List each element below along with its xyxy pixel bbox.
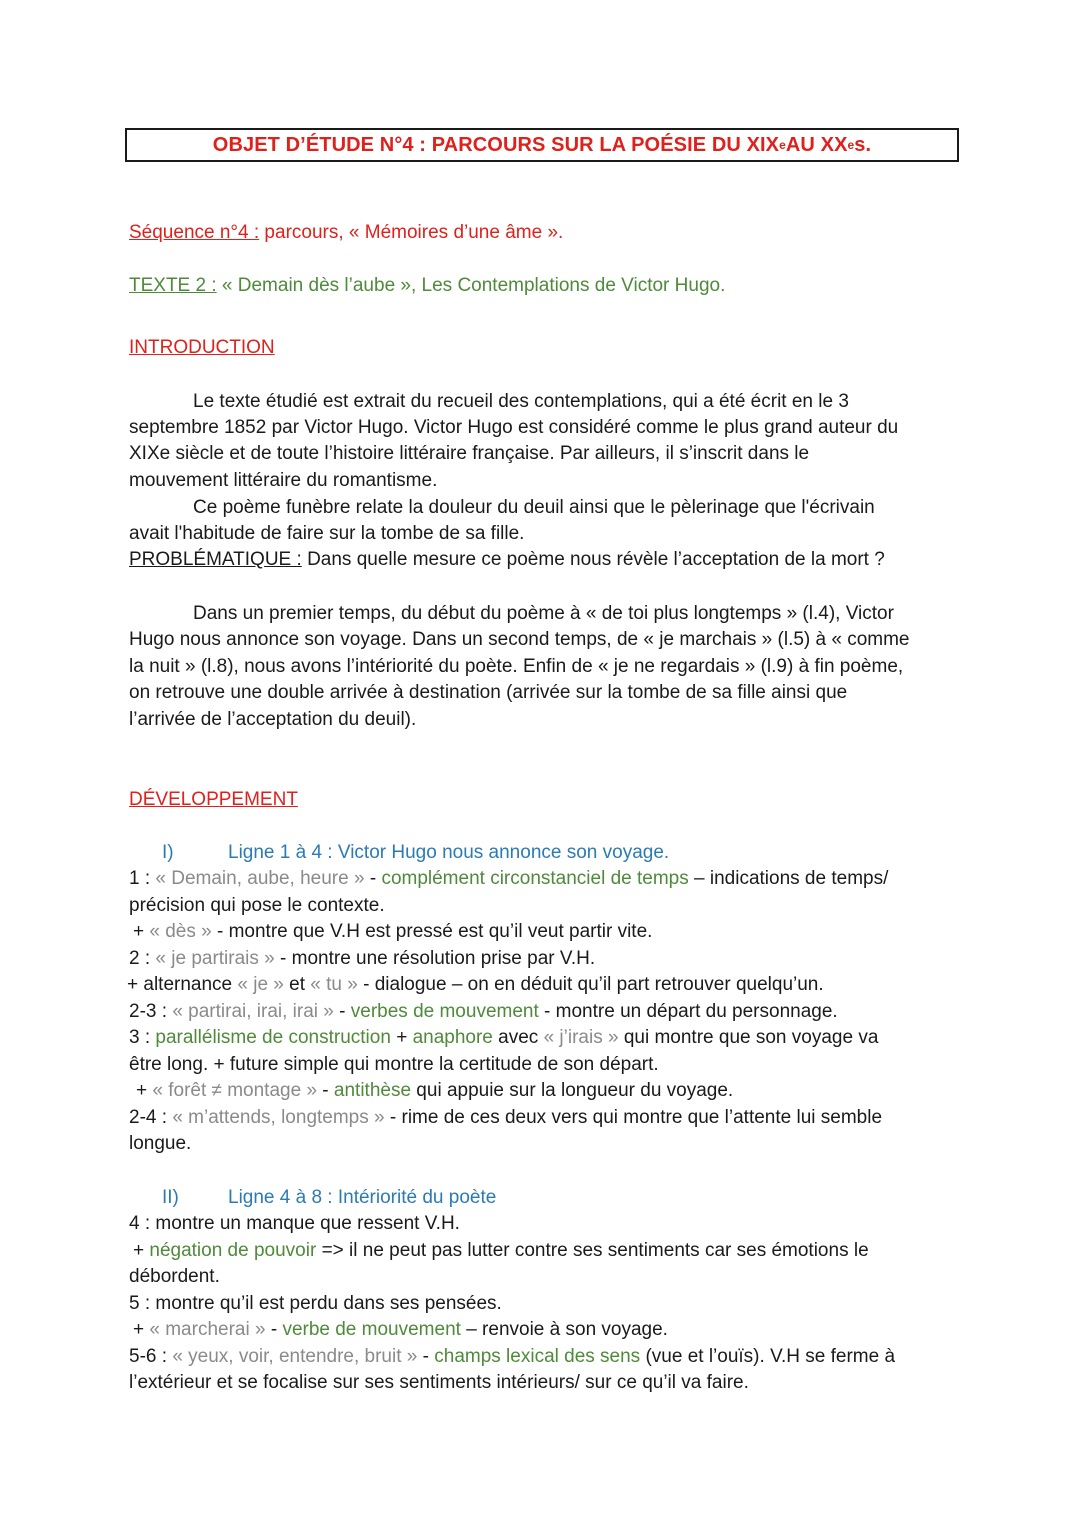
- sep: avec: [492, 1027, 544, 1048]
- figure: champs lexical des sens: [434, 1346, 641, 1367]
- line-num: 2-4 :: [129, 1107, 173, 1128]
- intro-line: septembre 1852 par Victor Hugo. Victor Hugo est considéré comme le plus grand auteur du: [129, 417, 899, 438]
- part1-line: [129, 866, 888, 892]
- part2-line: [129, 1344, 895, 1370]
- part1-line: précision qui pose le contexte.: [129, 895, 385, 916]
- part2-line: débordent.: [129, 1266, 220, 1287]
- problematique-label: PROBLÉMATIQUE :: [129, 549, 302, 570]
- part2-line: l’extérieur et se focalise sur ses sentiments intérieurs/ sur ce qu’il va faire.: [129, 1372, 749, 1393]
- part1-line: [129, 1105, 882, 1131]
- quote: « marcherai »: [149, 1319, 266, 1340]
- title-prefix: OBJET D’ÉTUDE N°4 : PARCOURS SUR LA POÉSIE DU XIX: [212, 133, 780, 156]
- quote: « partirai, irai, irai »: [172, 1001, 334, 1022]
- intro-line: Ce poème funèbre relate la douleur du deuil ainsi que le pèlerinage que l'écrivain: [193, 497, 875, 518]
- quote: « tu »: [310, 974, 358, 995]
- line-num: 2-3 :: [129, 1001, 173, 1022]
- part1-line: [133, 919, 652, 945]
- plus: +: [133, 1240, 150, 1261]
- intro-line: XIXe siècle et de toute l’histoire littéraire française. Par ailleurs, il s’inscrit dans le: [129, 443, 810, 464]
- plan-line: Dans un premier temps, du début du poème à « de toi plus longtemps » (l.4), Victor: [193, 603, 894, 624]
- comment: - montre un départ du personnage.: [538, 1001, 838, 1022]
- sep: +: [390, 1027, 413, 1048]
- plus: +: [133, 1319, 150, 1340]
- part1-title: Ligne 1 à 4 : Victor Hugo nous annonce son voyage.: [228, 842, 670, 863]
- title-mid: AU XX: [785, 133, 848, 156]
- sequence-label: Séquence n°4 :: [129, 222, 260, 243]
- plan-line: on retrouve une double arrivée à destination (arrivée sur la tombe de sa fille ainsi que: [129, 682, 848, 703]
- part1-numeral: I): [162, 842, 174, 863]
- comment: - montre une résolution prise par V.H.: [274, 948, 596, 969]
- comment: qui appuie sur la longueur du voyage.: [411, 1080, 734, 1101]
- figure: verbes de mouvement: [350, 1001, 539, 1022]
- part2-line: 4 : montre un manque que ressent V.H.: [129, 1213, 460, 1234]
- sep: -: [417, 1346, 435, 1367]
- plan-line: Hugo nous annonce son voyage. Dans un second temps, de « je marchais » (l.5) à « comme: [129, 629, 910, 650]
- part2-line: [133, 1238, 869, 1264]
- part1-line: [129, 946, 595, 972]
- part1-line: [129, 999, 838, 1025]
- quote: « forêt ≠ montage »: [152, 1080, 318, 1101]
- texte-line: [129, 273, 725, 299]
- quote: « j’irais »: [543, 1027, 619, 1048]
- part1-line: longue.: [129, 1133, 192, 1154]
- problematique-line: [129, 547, 885, 573]
- sep: et: [283, 974, 311, 995]
- comment: - rime de ces deux vers qui montre que l’attente lui semble: [384, 1107, 883, 1128]
- comment: (vue et l’ouïs). V.H se ferme à: [640, 1346, 896, 1367]
- figure: verbe de mouvement: [282, 1319, 461, 1340]
- plus: +: [136, 1080, 153, 1101]
- comment: - dialogue – on en déduit qu’il part retrouver quelqu’un.: [357, 974, 824, 995]
- title-sup-2: e: [847, 138, 855, 152]
- intro-heading: INTRODUCTION: [129, 337, 275, 358]
- part1-line: [129, 1025, 878, 1051]
- intro-line: Le texte étudié est extrait du recueil des contemplations, qui a été écrit en le 3: [193, 391, 849, 412]
- part2-numeral: II): [162, 1187, 179, 1208]
- intro-line: avait l'habitude de faire sur la tombe de sa fille.: [129, 523, 525, 544]
- plus: + alternance: [127, 974, 238, 995]
- quote: « je partirais »: [155, 948, 275, 969]
- comment: => il ne peut pas lutter contre ses sentiments car ses émotions le: [316, 1240, 869, 1261]
- sequence-text: parcours, « Mémoires d’une âme ».: [259, 222, 564, 243]
- figure: antithèse: [333, 1080, 412, 1101]
- figure: négation de pouvoir: [149, 1240, 317, 1261]
- comment: – indications de temps/: [688, 868, 889, 889]
- comment: – renvoie à son voyage.: [460, 1319, 668, 1340]
- quote: « yeux, voir, entendre, bruit »: [172, 1346, 418, 1367]
- quote: « m’attends, longtemps »: [172, 1107, 385, 1128]
- title-suffix: s.: [854, 133, 872, 156]
- figure: parallélisme de construction: [155, 1027, 391, 1048]
- dev-heading: DÉVELOPPEMENT: [129, 789, 298, 810]
- sep: -: [333, 1001, 351, 1022]
- part2-title: Ligne 4 à 8 : Intériorité du poète: [228, 1187, 497, 1208]
- part2-line: 5 : montre qu’il est perdu dans ses pensées.: [129, 1293, 502, 1314]
- quote: « Demain, aube, heure »: [155, 868, 365, 889]
- plus: +: [133, 921, 150, 942]
- line-num: 1 :: [129, 868, 156, 889]
- part1-line: être long. + future simple qui montre la certitude de son départ.: [129, 1054, 659, 1075]
- comment: qui montre que son voyage va: [618, 1027, 879, 1048]
- line-num: 3 :: [129, 1027, 156, 1048]
- sep: -: [364, 868, 382, 889]
- texte-label: TEXTE 2 :: [129, 275, 217, 296]
- quote: « dès »: [149, 921, 212, 942]
- part1-line: [127, 972, 824, 998]
- title-sup-1: e: [779, 138, 786, 152]
- part2-line: [133, 1317, 668, 1343]
- plan-line: la nuit » (l.8), nous avons l’intériorité du poète. Enfin de « je ne regardais » (l.9) à fin poème,: [129, 656, 904, 677]
- sep: -: [317, 1080, 334, 1101]
- part1-line: [136, 1078, 733, 1104]
- plan-line: l’arrivée de l’acceptation du deuil).: [129, 709, 417, 730]
- texte-text: « Demain dès l’aube », Les Contemplations de Victor Hugo.: [216, 275, 726, 296]
- sequence-line: [129, 220, 563, 246]
- quote: « je »: [237, 974, 284, 995]
- document-title: [125, 128, 959, 162]
- sep: -: [265, 1319, 283, 1340]
- figure: complément circonstanciel de temps: [381, 868, 689, 889]
- problematique-text: Dans quelle mesure ce poème nous révèle l’acceptation de la mort ?: [301, 549, 885, 570]
- line-num: 5-6 :: [129, 1346, 173, 1367]
- intro-line: mouvement littéraire du romantisme.: [129, 470, 438, 491]
- figure: anaphore: [412, 1027, 493, 1048]
- line-num: 2 :: [129, 948, 156, 969]
- comment: - montre que V.H est pressé est qu’il veut partir vite.: [211, 921, 653, 942]
